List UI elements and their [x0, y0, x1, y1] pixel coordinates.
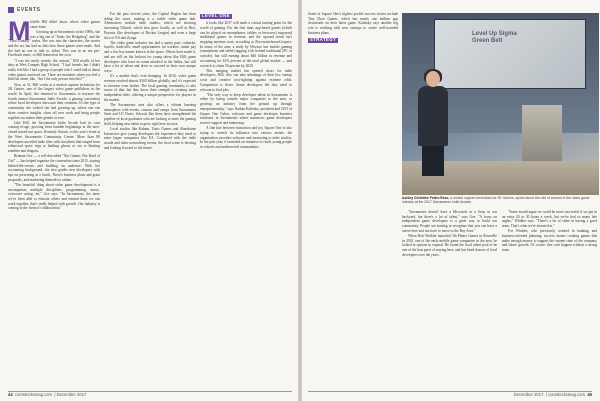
left-issue-date: December 2017: [56, 392, 87, 397]
right-folio: December 2017 | comstocksmag.com 45: [513, 392, 592, 397]
dropcap-box: [8, 16, 31, 46]
paragraph: "The beautiful thing about video game development is it encompasses multiple disciplines: programming, music, voiceover acting, art," Gee says. "In Sacramento, the more we've been able to educate others and remind them we can work together, that's really helped with growth. Our industry is coming in the form of collaboration.": [8, 182, 100, 211]
article-column-5: [402, 210, 497, 258]
caption-text: a motion capture technician for 2K Games, spoke about the role of women in the video game industry at the 2017 Sacramento Indie Arcade.: [402, 196, 590, 205]
projection-screen: [434, 19, 586, 89]
article-column-2: [104, 12, 196, 151]
left-folio: 44 comstocksmag.com | December 2017: [8, 392, 87, 397]
section-square-icon: [8, 7, 14, 13]
right-site-name: comstocksmag.com: [548, 392, 585, 397]
article-column-1: [8, 16, 101, 212]
paragraph: A fine line between frustration and joy, Square One is also trying to stretch its influence into various arenas: the organization provides software and mentoring to indie studios. In the past year, it launched an initiative to reach young people in schools and underserved communities.: [200, 126, 292, 149]
speaker-figure: [414, 71, 452, 176]
paragraph: Brianna Gee — a self-described "Not Gamer, Not Kind of Girl" — has helped organize the convention since 2015, staying behind-the-scenes and building an audience. With her accounting background, she also guides new developers with tips on presenting at a booth. There's business plans and grant proposals, and marketing themselves online.: [8, 154, 100, 182]
right-issue-date: December 2017: [513, 392, 544, 397]
paragraph: For the past several years, the Capital Region has been riding the wave, making it a viable video game hub. Alternatives include indie studios, which are showing increasing Ubisoft, which also grew locally, as well as Riot, Psyonix (the developers of Rocket League) and even a large slice of EA and Zynga.: [104, 12, 196, 40]
paragraph: This merging market has opened doors for indie developers, Hill, who can take advantage of their low startup costs and creative cost-fighting against extreme odds. Competition is fierce. Some developers felt they need to relocate to find jobs.: [200, 68, 292, 92]
screen-text-line-1: Level Up Sigma: [472, 31, 517, 37]
paragraph: "I was the nerdy weirdo, the outcast," Hill recalls of her days at West Campus High School. "I had friends, but I didn't really feel like I had a group of people who I could talk to about video games and nerd out. There are moments when you feel a little bit alone, like, 'Am I the only person into this?'": [8, 58, 101, 82]
caption-name: Ashley Christine Fetter-Rese,: [402, 196, 450, 200]
left-site-name: comstocksmag.com: [15, 392, 52, 397]
left-page-number: 44: [8, 392, 13, 397]
paragraph: It's a market that's ever-changing. In 2016, video game revenue reached almost $100 billion globally, and it's expected to increase even further. The local gaming community is also aware of that, but they know their strength is creating more independent titles, offering a unique perspective for players in the market.: [104, 74, 196, 102]
article-column-4: [308, 12, 398, 45]
paragraph: Some of Square One's highest profile success stories include Tiny Door Games, which has nearly one million app downloads on their latest game. Kalinsky says another big win is working with new startups to create well-rounded business plans.: [308, 12, 398, 35]
paragraph: ichelle Hill didn't know where video games came from.: [30, 20, 100, 29]
section-subhead: STRATEGY: [310, 37, 337, 43]
article-column-6: [502, 210, 597, 253]
section-label-text: EVENTS: [17, 7, 41, 13]
paragraph: The Sacramento area also offers a vibrant learning atmosphere with events, courses and camps from Sacramento State and UC Davis. Schools like these have strengthened the pipeline of local graduates who are looking to enter the gaming field, helping new talent to grow right here in town.: [104, 102, 196, 126]
paragraph: For Winkler, who previously worked in banking and business-oriented planning, success means creating games that make enough money to support the current state of the company and future growth. Of course, this can't happen without a strong team.: [502, 229, 597, 253]
article-column-3: [200, 12, 292, 150]
paragraph: Like Hill, the Sacramento Indie Arcade had its own coming-of-age, growing from humble beginnings at the now-closed mixed-use space, Kennedy Atrium, to this year's event at the West Sacramento Community Center. More than 80 developers unveiled indie titles with storylines that ranged from whimsical space trips to battling ghosts or sea to blasting zombies and dragons.: [8, 120, 100, 153]
paragraph: Now, at 31, Hill works as a motion capture technician for 2K Games, one of the largest video game publishers in the world. In April, she returned to Sacramento to keynote the fourth annual Sacramento Indie Arcade, a gaming convention where local developers showcase their creations. It's the type of community she wished she had growing up, where one can share creative insights, show off new work and bring people together, no matter their gender or race.: [8, 82, 100, 120]
event-photo: [402, 13, 599, 195]
photo-caption: [402, 196, 599, 204]
paragraph: When Bob Winkler launched 5th Planet Games in Roseville in 2010, one of the early mobile game companies in the area, he looked at options to expand. He found the local talent pool to be one of the best parts of staying here, and has hired dozens of local developers over the years.: [402, 234, 497, 257]
section-label: [8, 7, 41, 13]
paragraph: "The only way to keep developer talent in Sacramento is either by luring outside major companies to the area, or growing an industry from the ground up through entrepreneurship," says Nathan Kalinsky, president and CEO of Square One Cubes, software and game developer business incubator in Sacramento where numerous game developers receive support and mentoring.: [200, 92, 292, 125]
paragraph: "Some would argue we could be more successful if we put in an extra 20 or 30 hours a week, but we've had so many late nights," Winkler says. "There's a lot of value in having a good team. That's what we're invested in.": [502, 210, 597, 229]
paragraph: it looks like 2017 will mark a critical turning point for the world of gaming. For the first time, app-based games (which can be played on smartphones, tablets or browsers) surpassed traditional games in revenue, and the upward trend isn't stopping anytime soon, according to PricewaterhouseCoopers. In terms of the area, a study by Newzoo has mobile gaming (smartphone and tablet) tagging a bit behind traditional (PC or console), but still earning about $46 billion in revenue and accounting for 42% percent of the total global market — and on track to claim 50 percent by 2020.: [200, 21, 292, 68]
paragraph: "Sacramento doesn't have a Microsoft or a Sony in our backyard, but there's a lot of talent," says Gee. "A focus on independent game developers is a great way to build our community. People are starting to recognize that you can have a career here and not have to move to the Bay Area.": [402, 210, 497, 233]
paragraph: Local studios like Kabam, Tonic Games and Shardstone Interactive give young developers the experience they need to enter larger companies like EA. Combined with the indie arcade and other networking events, the local scene is thriving and looking forward to the future.: [104, 126, 196, 150]
paragraph: Growing up in Sacramento in the 1980s, she was a big fan of "Sonic the Hedgehog" and the "Final Fantasy" series. She was into the characters, the stories and the art, but had no idea how these games were made. And she had no one to talk to, either. This was in an era pre-Facebook times, so Hill learned on her own.: [8, 29, 100, 58]
screen-text-line-2: Green Belt: [472, 38, 503, 44]
section-subhead: LEVEL ONE: [202, 13, 230, 18]
dropcap-letter: M: [8, 16, 31, 46]
podium: [522, 105, 562, 165]
right-page-number: 45: [587, 392, 592, 397]
paragraph: The video game industry has had a spotty past: cutbacks, layoffs, trade-offs, small opportunities for workers, unfair pay and a few key names known in the space. Others have made it, and are still on the lookout for young talent like Hill; game developers who have no name attached to the Indies, but still have a lot of talent and drive to succeed in their own unique ways.: [104, 40, 196, 73]
